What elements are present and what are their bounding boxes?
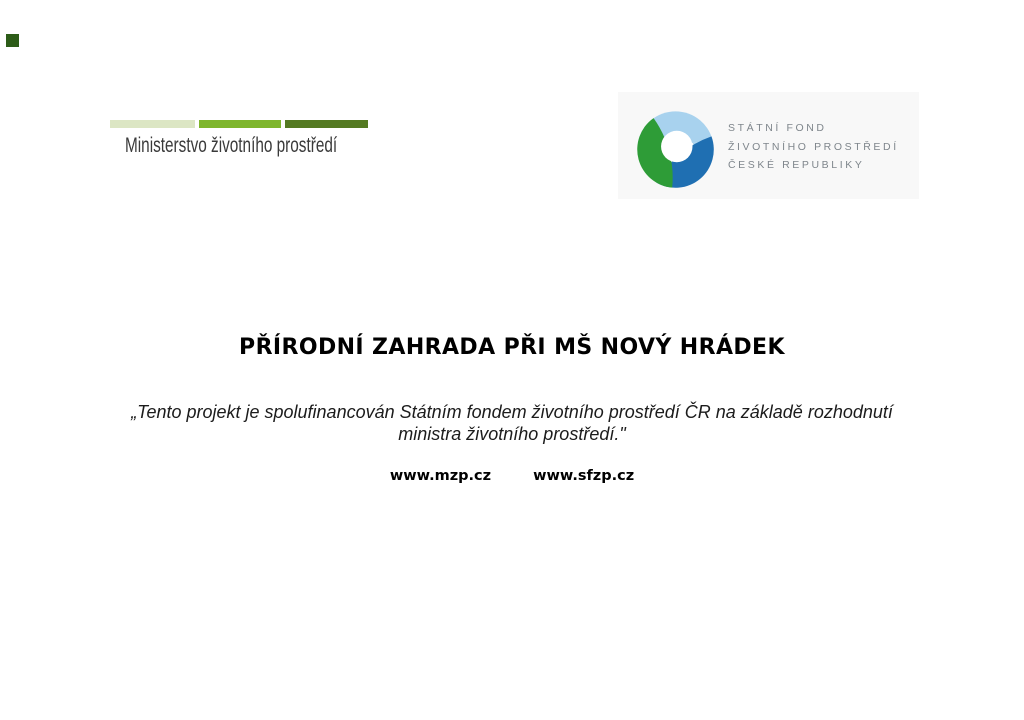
sfzp-text-line-2: ŽIVOTNÍHO PROSTŘEDÍ xyxy=(728,140,899,153)
sfzp-text-line-1: STÁTNÍ FOND xyxy=(728,122,827,134)
mzp-bar-dark xyxy=(285,120,368,128)
sfzp-logo-text xyxy=(728,119,899,175)
corner-marker-square xyxy=(6,34,19,47)
sfzp-text-line-3: ČESKÉ REPUBLIKY xyxy=(728,159,865,172)
link-mzp[interactable]: www.mzp.cz xyxy=(389,468,492,484)
mzp-bar-light xyxy=(110,120,195,128)
mzp-bar-mid xyxy=(199,120,281,128)
mzp-logo-bars xyxy=(110,120,368,128)
link-sfzp[interactable]: www.sfzp.cz xyxy=(533,468,635,484)
mzp-logo-text: Ministerstvo životního prostředí xyxy=(125,134,338,157)
funding-note-line-2: ministra životního prostředí." xyxy=(398,424,626,444)
swirl-center-hole xyxy=(661,131,692,162)
sfzp-logo xyxy=(618,92,919,199)
funding-note-line-1: „Tento projekt je spolufinancován Státním fondem životního prostředí ČR na základě rozhodnutí xyxy=(131,402,893,422)
page-title: PŘÍRODNÍ ZAHRADA PŘI MŠ NOVÝ HRÁDEK xyxy=(239,335,785,360)
website-links xyxy=(0,468,1024,484)
sfzp-swirl-icon xyxy=(633,107,718,192)
project-funding-note xyxy=(0,401,1024,445)
